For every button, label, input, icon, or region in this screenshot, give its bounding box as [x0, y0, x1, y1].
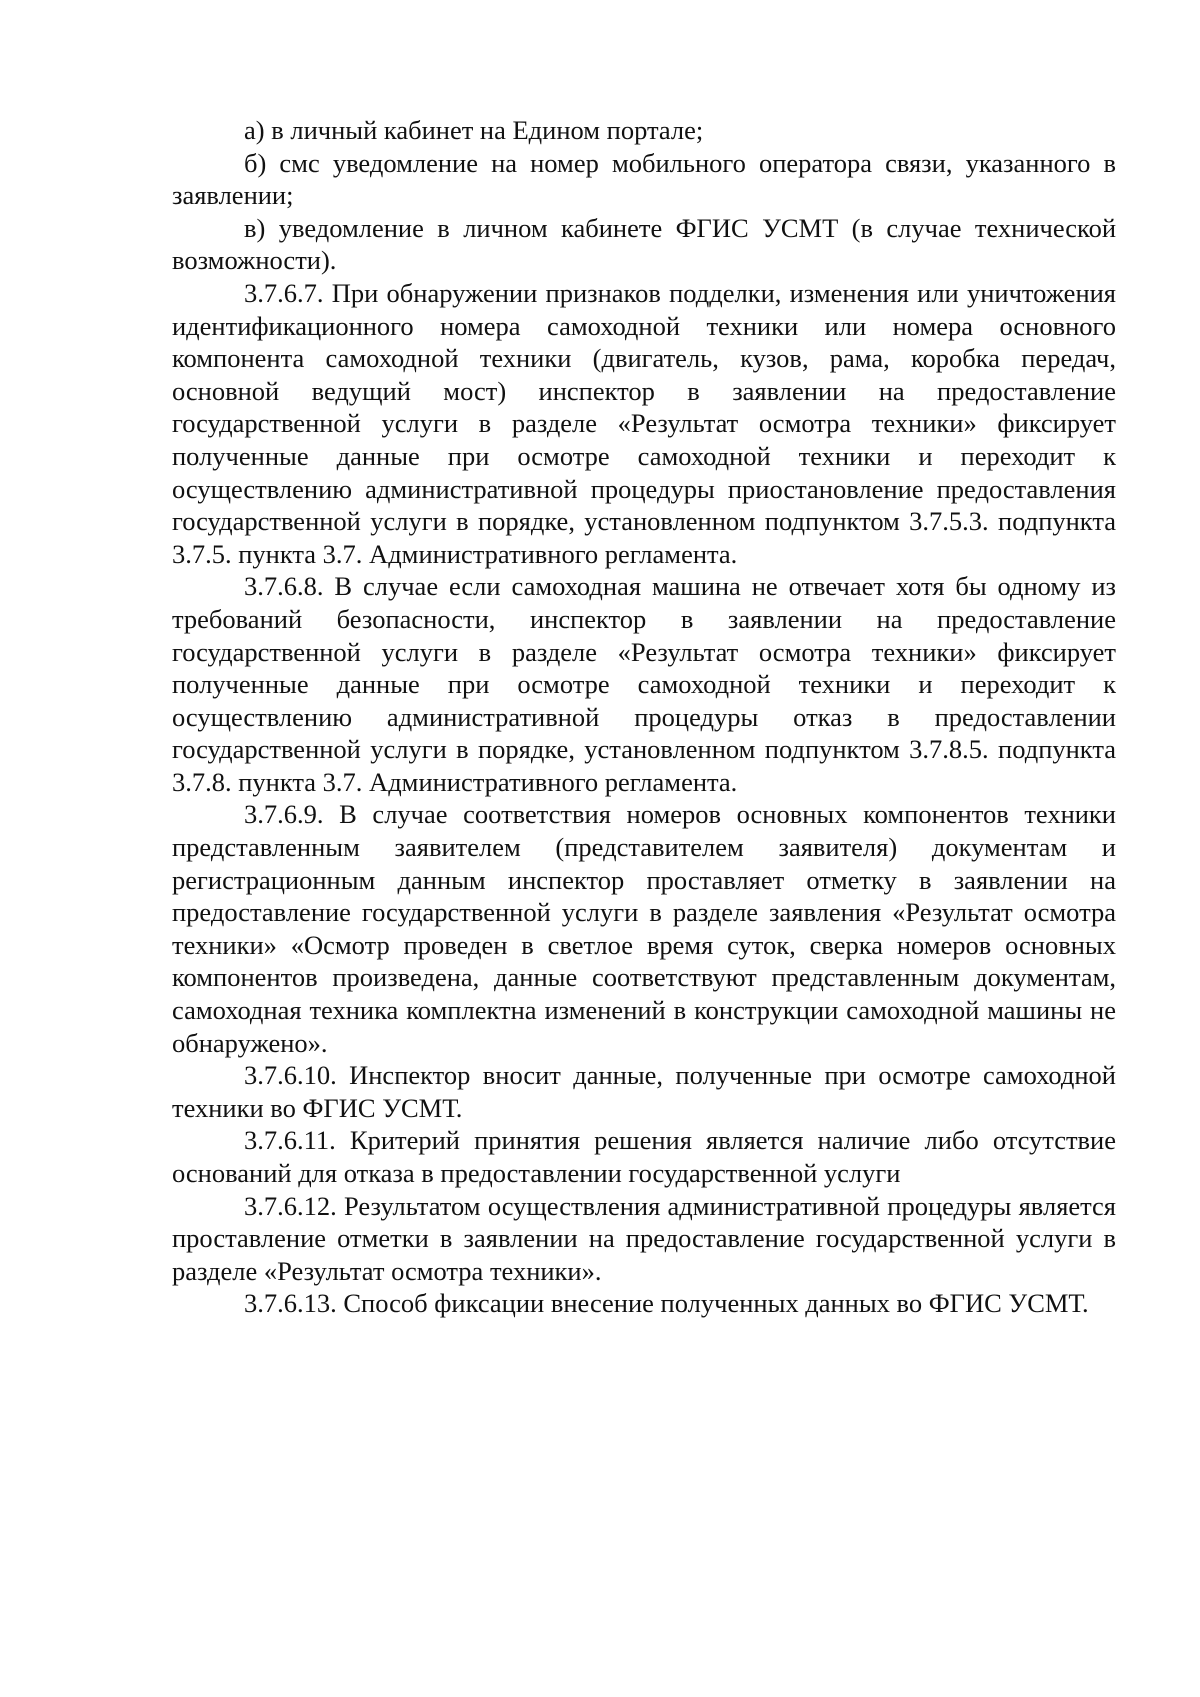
document-body	[172, 114, 1116, 1320]
paragraph-3-7-6-13: 3.7.6.13. Способ фиксации внесение полученных данных во ФГИС УСМТ.	[244, 1288, 1089, 1319]
paragraph-3-7-6-7: 3.7.6.7. При обнаружении признаков подделки, изменения или уничтожения идентификационного номера самоходной техники или номера основного компонента самоходной техники (двигатель, кузов, рама, коробка передач, основной ведущий мост) инспектор в заявлении на предоставление государственной услуги в разделе «Результат осмотра техники» фиксирует полученные данные при осмотре самоходной техники и переходит к осуществлению административной процедуры приостановление предоставления государственной услуги в порядке, установленном подпунктом 3.7.5.3. подпункта 3.7.5. пункта 3.7. Административного регламента.	[172, 277, 1116, 569]
paragraph-3-7-6-12: 3.7.6.12. Результатом осуществления административной процедуры является проставление отметки в заявлении на предоставление государственной услуги в разделе «Результат осмотра техники».	[172, 1190, 1116, 1286]
paragraph-item-a: а) в личный кабинет на Едином портале;	[244, 115, 704, 145]
paragraph-3-7-6-9: 3.7.6.9. В случае соответствия номеров основных компонентов техники представленным заявителем (представителем заявителя) документам и регистрационным данным инспектор проставляет отметку в заявлении на предоставление государственной услуги в разделе заявления «Результат осмотра техники» «Осмотр проведен в светлое время суток, сверка номеров основных компонентов произведена, данные соответствуют представленным документам, самоходная техника комплектна изменений в конструкции самоходной машины не обнаружено».	[172, 799, 1116, 1058]
paragraph-3-7-6-8: 3.7.6.8. В случае если самоходная машина не отвечает хотя бы одному из требований безопасности, инспектор в заявлении на предоставление государственной услуги в разделе «Результат осмотра техники» фиксирует полученные данные при осмотре самоходной техники и переходит к осуществлению административной процедуры отказ в предоставлении государственной услуги в порядке, установленном подпунктом 3.7.8.5. подпункта 3.7.8. пункта 3.7. Административного регламента.	[172, 571, 1116, 797]
paragraph-3-7-6-11: 3.7.6.11. Критерий принятия решения является наличие либо отсутствие оснований для отказа в предоставлении государственной услуги	[172, 1125, 1116, 1188]
paragraph-3-7-6-10: 3.7.6.10. Инспектор вносит данные, полученные при осмотре самоходной техники во ФГИС УСМТ.	[172, 1060, 1116, 1123]
paragraph-item-c: в) уведомление в личном кабинете ФГИС УСМТ (в случае технической возможности).	[172, 212, 1116, 276]
paragraph-item-b: б) смс уведомление на номер мобильного оператора связи, указанного в заявлении;	[172, 147, 1116, 211]
